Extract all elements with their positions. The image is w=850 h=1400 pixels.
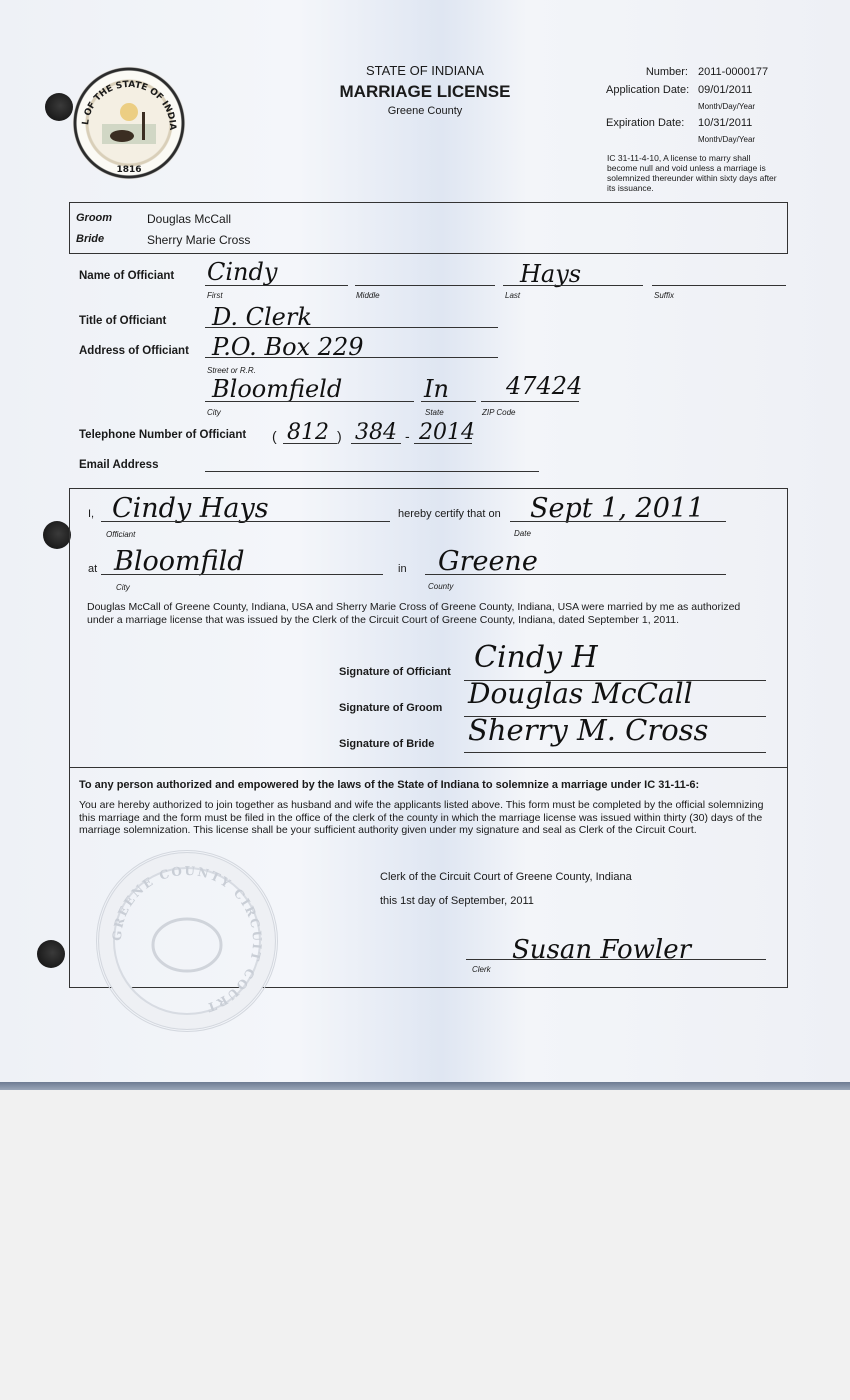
officiant-zip: 47424: [506, 372, 583, 400]
state-seal: [72, 66, 186, 180]
clerk-line-2: this 1st day of September, 2011: [380, 895, 534, 907]
svg-text:SEAL OF THE STATE OF INDIANA: [72, 66, 177, 130]
punch-hole-bottom: [37, 940, 65, 968]
application-date-format: Month/Day/Year: [698, 102, 756, 111]
bride-label: Bride: [76, 233, 105, 245]
last-caption: Last: [505, 291, 521, 300]
license-document: L OF THE STATE OF INDIA 1816 STATE OF INDIANA MARRIAGE LICENSE Greene County Number: 2011-0000177 Application Date: 09/01/2011 Month/Day/Year Expiration Date: 10/31/2011 Month/Day/Year IC 31-11-4-10, A license to marry shall become null and void unless a marriage is solemnized thereunder within sixty days after its issuance. Groom Douglas McCall Bride Sherry Marie Cross Name of Officiant Cindy Hays First Middle Last Suffix Title of Officiant D. Clerk Address of Officiant P.O. Box 229 Street or R.R. Bloomfield In 47424 City State ZIP Code Telephone Number of Officiant ( 812 ) 384 - 2014 Email Address I, Cindy Hays Officiant hereby certify that on Sept 1, 2011 Date at Bloomfild City in Greene County Douglas McCall of Greene County, Indiana, USA and Sherry Marie Cross of Greene County, Indiana, USA were married by me as authorized under a marriage license that was issued by the Clerk of the Circuit Court of Greene County, Indiana, dated September 1, 2011. Signature of Officiant Cindy H Signature of Groom Douglas McCall Signature of Bride Sherry M. Cross To any person authorized and empowered by the laws of the State of Indiana to solemnize a marriage under IC 31-11-6: You are hereby authorized to join together as husband and wife the applicants listed above. This form must be completed by the official solemnizing this marriage and the form must be filed in the office of the clerk of the county in which the marriage license was issued within thirty (30) days of the marriage solemnization. This license shall be your sufficient authority given under my signature and seal as Clerk of the Circuit Court. GREENE COUNTY CIRCUIT COURT Clerk of the Circuit Court of Greene County, Indiana this 1st day of September, 2011 Susan Fowler Clerk: [0, 0, 850, 1082]
svg-text:GREENE COUNTY CIRCUIT COURT: [110, 864, 264, 1016]
clerk-signature: Susan Fowler: [512, 935, 692, 965]
suffix-caption: Suffix: [654, 291, 675, 300]
marriage-statement: Douglas McCall of Greene County, Indiana, USA and Sherry Marie Cross of Greene County, Indiana, USA were married by me as authorized under a marriage license that was issued by the Clerk of the Circuit Court of Greene County, Indiana, dated September 1, 2011.: [87, 601, 741, 626]
sig-groom-label: Signature of Groom: [339, 702, 443, 714]
officiant-signature: Cindy H: [474, 640, 598, 675]
groom-signature: Douglas McCall: [468, 677, 693, 710]
state-name: STATE OF INDIANA: [366, 63, 484, 78]
first-caption: First: [207, 291, 223, 300]
officiant-city: Bloomfield: [212, 375, 343, 403]
certificate-at: at: [88, 563, 98, 575]
license-number: 2011-0000177: [698, 66, 769, 78]
officiant-last-name: Hays: [520, 260, 582, 288]
street-caption: Street or R.R.: [207, 366, 256, 375]
scan-bottom-edge: [0, 1082, 850, 1090]
marriage-date: Sept 1, 2011: [530, 493, 705, 524]
sig-bride-label: Signature of Bride: [339, 738, 435, 750]
phone-area-code: 812: [287, 420, 329, 445]
officiant-address-label: Address of Officiant: [79, 345, 189, 357]
document-title: MARRIAGE LICENSE: [339, 82, 511, 101]
number-label: Number:: [645, 66, 688, 78]
certificate-in: in: [398, 563, 407, 575]
authorization-heading: To any person authorized and empowered by the laws of the State of Indiana to solemnize a marriage under IC 31-11-6:: [79, 779, 700, 791]
middle-caption: Middle: [356, 291, 380, 300]
punch-hole-top: [45, 93, 73, 121]
bride-name: Sherry Marie Cross: [147, 233, 251, 247]
zip-caption: ZIP Code: [482, 408, 516, 417]
state-seal-graphic: [72, 66, 186, 180]
certify-text: hereby certify that on: [398, 508, 501, 520]
seal-year: 1816: [116, 165, 142, 175]
marriage-county: Greene: [438, 546, 538, 577]
marriage-city: Bloomfild: [114, 546, 245, 577]
certificate-officiant: Cindy Hays: [112, 493, 269, 524]
groom-label: Groom: [76, 212, 113, 224]
county-name: Greene County: [387, 105, 463, 117]
expiration-date: 10/31/2011: [698, 117, 753, 129]
bride-signature: Sherry M. Cross: [468, 713, 709, 747]
groom-name: Douglas McCall: [147, 212, 232, 226]
city-caption-cert: City: [116, 583, 130, 592]
seal-text: L OF THE STATE OF INDIA: [81, 79, 178, 131]
city-caption: City: [207, 408, 221, 417]
clerk-line-1: Clerk of the Circuit Court of Greene County, Indiana: [380, 871, 632, 883]
embossed-seal-graphic: [99, 853, 275, 1029]
application-date: 09/01/2011: [698, 84, 753, 96]
officiant-title: D. Clerk: [212, 303, 312, 331]
emboss-text: GREENE COUNTY CIRCUIT COURT: [109, 863, 265, 1016]
date-caption: Date: [514, 529, 531, 538]
expiration-date-label: Expiration Date:: [606, 117, 685, 129]
officiant-title-label: Title of Officiant: [79, 315, 167, 327]
email-label: Email Address: [79, 459, 159, 471]
county-embossed-seal: [96, 850, 278, 1032]
expiration-date-format: Month/Day/Year: [698, 135, 756, 144]
certificate-i: I,: [88, 508, 95, 520]
officiant-street: P.O. Box 229: [212, 333, 364, 361]
state-caption: State: [425, 408, 444, 417]
application-date-label: Application Date:: [606, 84, 690, 96]
officiant-name-label: Name of Officiant: [79, 270, 175, 282]
officiant-first-name: Cindy: [207, 258, 278, 286]
sig-officiant-label: Signature of Officiant: [339, 666, 451, 678]
phone-prefix: 384: [355, 420, 397, 445]
validity-notice: IC 31-11-4-10, A license to marry shall become null and void unless a marriage is solemnized thereunder within sixty days after its issuance.: [607, 153, 777, 193]
phone-line: 2014: [419, 420, 475, 445]
authorization-body: You are hereby authorized to join together as husband and wife the applicants listed above. This form must be completed by the official solemnizing this marriage and the form must be filed in the office of the clerk of the county in which the marriage license was issued within thirty (30) days of the marriage solemnization. This license shall be your sufficient authority given under my signature and seal as Clerk of the Circuit Court.: [79, 799, 764, 836]
officiant-caption: Officiant: [106, 530, 136, 539]
county-caption: County: [428, 582, 454, 591]
clerk-caption: Clerk: [472, 965, 491, 974]
punch-hole-middle: [43, 521, 71, 549]
officiant-state: In: [424, 375, 449, 403]
phone-label: Telephone Number of Officiant: [79, 429, 247, 441]
